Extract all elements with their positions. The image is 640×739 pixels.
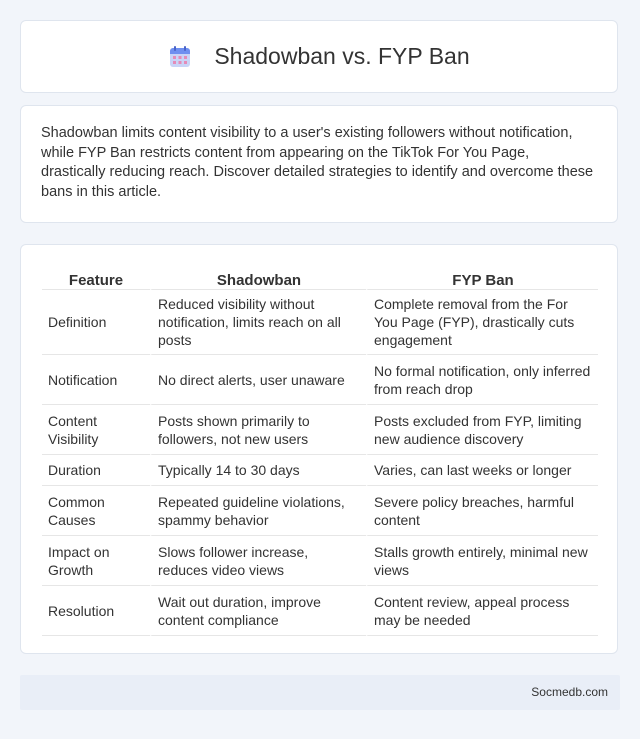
row-shadowban: Reduced visibility without notification, limits reach on all posts [150, 290, 366, 355]
row-fyp-ban: Stalls growth entirely, minimal new views [366, 536, 598, 586]
title-card [20, 20, 618, 93]
row-shadowban: Posts shown primarily to followers, not new users [150, 405, 366, 455]
table-row [42, 290, 598, 355]
row-shadowban: Repeated guideline violations, spammy behavior [150, 486, 366, 536]
row-fyp-ban: Content review, appeal process may be needed [366, 586, 598, 636]
row-fyp-ban: Varies, can last weeks or longer [366, 455, 598, 486]
row-fyp-ban: Complete removal from the For You Page (FYP), drastically cuts engagement [366, 290, 598, 355]
table-row [42, 355, 598, 405]
footer-site-link[interactable]: Socmedb.com [531, 685, 608, 699]
row-fyp-ban: Posts excluded from FYP, limiting new audience discovery [366, 405, 598, 455]
row-feature: Resolution [42, 586, 150, 636]
row-shadowban: Typically 14 to 30 days [150, 455, 366, 486]
header-fyp-ban: FYP Ban [366, 265, 598, 290]
title-wrap [168, 43, 469, 70]
comparison-table [42, 265, 598, 636]
row-feature: Common Causes [42, 486, 150, 536]
row-shadowban: Slows follower increase, reduces video views [150, 536, 366, 586]
row-feature: Content Visibility [42, 405, 150, 455]
row-fyp-ban: Severe policy breaches, harmful content [366, 486, 598, 536]
comparison-table-card [20, 244, 618, 654]
table-header-row [42, 265, 598, 290]
calendar-icon [168, 45, 192, 69]
table-row [42, 405, 598, 455]
row-feature: Definition [42, 290, 150, 355]
row-feature: Impact on Growth [42, 536, 150, 586]
header-feature: Feature [42, 265, 150, 290]
row-shadowban: No direct alerts, user unaware [150, 355, 366, 405]
row-feature: Notification [42, 355, 150, 405]
row-feature: Duration [42, 455, 150, 486]
row-shadowban: Wait out duration, improve content compliance [150, 586, 366, 636]
description-text: Shadowban limits content visibility to a user's existing followers without notification, while FYP Ban restricts content from appearing on the TikTok For You Page, drastically reducing reach. Discover detailed strategies to identify and overcome these bans in this article. [41, 125, 594, 200]
page-title: Shadowban vs. FYP Ban [214, 43, 470, 69]
table-row [42, 536, 598, 586]
row-fyp-ban: No formal notification, only inferred from reach drop [366, 355, 598, 405]
description-card [20, 105, 618, 223]
table-row [42, 586, 598, 636]
table-row [42, 486, 598, 536]
footer-bar [20, 675, 620, 710]
header-shadowban: Shadowban [150, 265, 366, 290]
table-row [42, 455, 598, 486]
